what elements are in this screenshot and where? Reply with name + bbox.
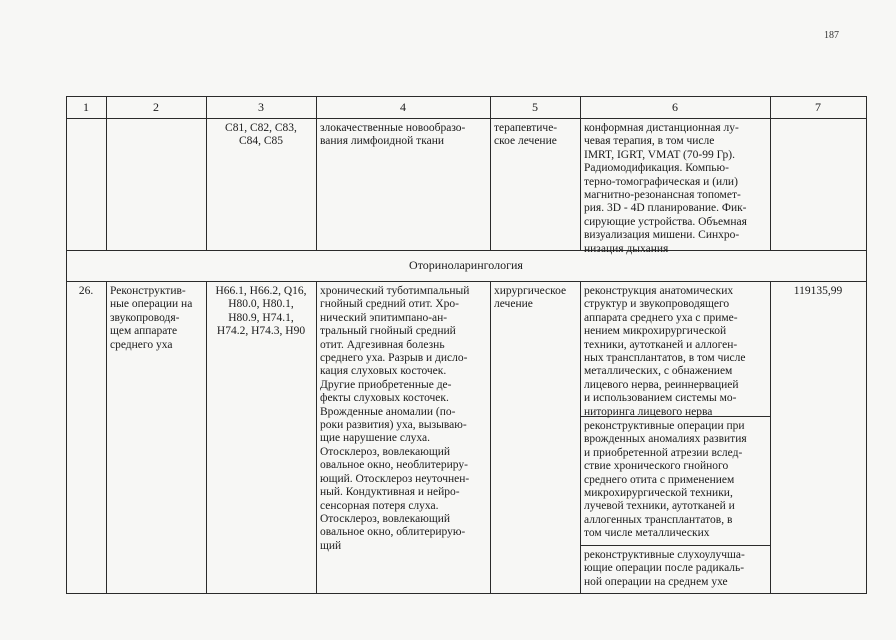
col-rule (106, 96, 107, 250)
header-rule (66, 118, 867, 119)
prev-row-diagnosis: злокачественные новообразо- вания лимфоидной ткани (320, 122, 466, 148)
col-rule (206, 96, 207, 250)
section-rule-bottom (66, 281, 867, 282)
page-number: 187 (824, 30, 839, 41)
row-name: Реконструктив- ные операции на звукопроводя- щем аппарате среднего уха (110, 285, 193, 351)
header-col-4: 4 (400, 100, 406, 114)
method-divider (580, 545, 770, 546)
col-rule (580, 96, 581, 250)
table-border-right (866, 96, 867, 594)
col-rule (206, 281, 207, 594)
row-codes: H66.1, H66.2, Q16, H80.0, H80.1, H80.9, H74.1, H74.2, H74.3, H90 (215, 285, 307, 338)
row-method-3: реконструктивные слухоулучша- ющие операции после радикаль- ной операции на среднем ухе (584, 549, 745, 588)
row-method-2: реконструктивные операции при врожденных аномалиях развития и приобретенной атрезии вслед- ствие хронического гнойного среднего отита с применением микрохирургической техники, лучевой техники, аутотканей и аллогенных трансплантатов, в том числе металлических (584, 420, 747, 540)
table-border-left (66, 96, 67, 594)
prev-row-treatment-type: терапевтиче- ское лечение (494, 122, 558, 148)
header-col-2: 2 (153, 100, 159, 114)
header-col-3: 3 (258, 100, 264, 114)
section-title: Оториноларингология (409, 258, 523, 272)
header-col-7: 7 (815, 100, 821, 114)
header-col-1: 1 (83, 100, 89, 114)
table-border-bottom (66, 593, 867, 594)
header-col-5: 5 (532, 100, 538, 114)
prev-row-codes: C81, C82, C83, C84, C85 (225, 122, 297, 148)
col-rule (106, 281, 107, 594)
row-method-1: реконструкция анатомических структур и звукопроводящего аппарата среднего уха с приме- нением микрохирургической техники, аутотканей и аллоген- ных трансплантатов, в том числе металлических, с обнажением лицевого нерва, реиннервацией и использованием системы мо- ниторинга лицевого нерва (584, 285, 746, 418)
col-rule (770, 96, 771, 250)
row-treatment-type: хирургическое лечение (494, 285, 567, 311)
col-rule (316, 281, 317, 594)
col-rule (490, 281, 491, 594)
col-rule (490, 96, 491, 250)
row-number: 26. (78, 285, 94, 297)
row-cost: 119135,99 (793, 285, 843, 297)
col-rule (580, 281, 581, 594)
prev-row-method: конформная дистанционная лу- чевая терапия, в том числе IMRT, IGRT, VMAT (70-99 Гр). Радиомодификация. Компью- терно-томографическая и (или) магнитно-резонансная топомет- рия. 3D - 4D планирование. Фик- сирующие устройства. Объемная визуализация мишени. Синхро- низация дыхания (584, 122, 747, 255)
col-rule (316, 96, 317, 250)
col-rule (770, 281, 771, 594)
row-diagnosis: хронический туботимпальный гнойный средний отит. Хро- нический эпитимпано-ан- тральный гнойный средний отит. Адгезивная болезнь среднего уха. Разрыв и дисло- кация слуховых косточек. Другие приобретенные де- фекты слуховых косточек. Врожденные аномалии (по- роки развития) уха, вызываю- щие нарушение слуха. Отосклероз, вовлекающий овальное окно, необлитериру- ющий. Отосклероз неуточнен- ный. Кондуктивная и нейро- сенсорная потеря слуха. Отосклероз, вовлекающий овальное окно, облитерирую- щий (320, 285, 470, 552)
header-col-6: 6 (672, 100, 678, 114)
table-border-top (66, 96, 867, 97)
